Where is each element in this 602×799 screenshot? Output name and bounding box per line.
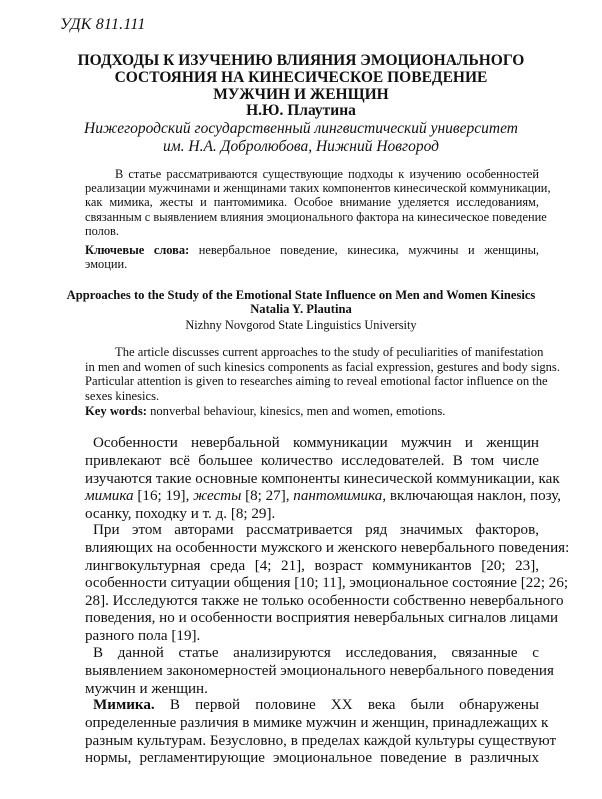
body-line: особенности ситуации общения [10; 11], эмоциональное состояние [22; 26; xyxy=(85,575,569,592)
abstract-line: The article discusses current approaches to the study of peculiarities of manifestation xyxy=(115,345,544,359)
abstract-line: связанным с выявлением влияния эмоционального фактора на кинесическое поведение xyxy=(85,209,547,224)
body-paragraph-1-rest xyxy=(85,453,562,523)
keywords-label: Ключевые слова: xyxy=(85,243,190,257)
title-line: МУЖЧИН И ЖЕНЩИН xyxy=(213,86,389,103)
body-line: изучаются такие основные компоненты кинесической коммуникации, как xyxy=(85,470,560,487)
abstract-line: in men and women of such kinesics components as facial expression, gestures and body signs. xyxy=(85,359,560,374)
body-line: лингвокультурная среда [4; 21], возраст коммуникантов [20; 23], xyxy=(85,557,539,574)
abstract-line: как мимика, жесты и пантомимика. Особое внимание уделяется исследованиям, xyxy=(85,195,539,210)
body-line: выявлением закономерностей эмоционального невербального поведения xyxy=(85,663,554,679)
title-line: СОСТОЯНИЯ НА КИНЕСИЧЕСКОЕ ПОВЕДЕНИЕ xyxy=(114,69,488,86)
keywords-label: Key words: xyxy=(85,404,147,418)
body-line: разного пола [19]. xyxy=(85,627,201,644)
body-line: При этом авторами рассматривается ряд значимых факторов, xyxy=(93,522,539,538)
body-line: Мимика. В первой половине XX века были обнаружены xyxy=(93,697,539,713)
body-paragraph-3-first xyxy=(93,645,539,663)
body-paragraph-2-first xyxy=(93,522,539,540)
term-pantomimika: пантомимика xyxy=(293,488,383,505)
english-affiliation: Nizhny Novgorod State Linguistics University xyxy=(185,318,417,332)
keywords-ru xyxy=(85,243,539,271)
title-line: ПОДХОДЫ К ИЗУЧЕНИЮ ВЛИЯНИЯ ЭМОЦИОНАЛЬНОГО xyxy=(77,52,525,69)
affiliation-line: им. Н.А. Добролюбова, Нижний Новгород xyxy=(163,138,439,155)
article-title xyxy=(60,52,542,103)
keywords-en xyxy=(85,404,539,418)
abstract-ru xyxy=(85,167,551,238)
body-line: мужчин и женщин. xyxy=(85,680,208,697)
udc-code: УДК 811.111 xyxy=(60,16,146,33)
keywords-text: невербальное поведение, кинесика, мужчины и женщины, xyxy=(189,243,539,257)
abstract-line: В статье рассматриваются существующие подходы к изучению особенностей xyxy=(115,167,539,181)
body-line: осанку, походку и т. д. [8; 29]. xyxy=(85,505,276,522)
body-line: 28]. Исследуются также не только особенности собственно невербального xyxy=(85,592,564,609)
body-line: нормы, регламентирующие эмоциональное поведение в различных xyxy=(85,750,539,767)
body-line: определенные различия в мимике мужчин и женщин, принадлежащих к xyxy=(85,715,549,731)
keywords-text: nonverbal behaviour, kinesics, men and women, emotions. xyxy=(146,404,446,418)
abstract-line: Particular attention is given to researches aiming to reveal emotional factor influence on the xyxy=(85,374,548,388)
abstract-line: реализации мужчинами и женщинами таких компонентов кинесической коммуникации, xyxy=(85,181,551,196)
body-line: привлекают всё большее количество исследователей. В том числе xyxy=(85,453,539,469)
english-title: Approaches to the Study of the Emotional State Influence on Men and Women Kinesics xyxy=(66,288,536,302)
body-paragraph-2 xyxy=(85,540,570,646)
term-zhesty: жесты xyxy=(193,488,242,505)
body-paragraph-4-first xyxy=(93,697,539,715)
term-mimika: мимика xyxy=(85,488,134,505)
abstract-line: полов. xyxy=(85,223,119,238)
body-line: Особенности невербальной коммуникации мужчин и женщин xyxy=(93,435,539,451)
affiliation xyxy=(60,120,542,156)
author-name: Н.Ю. Плаутина xyxy=(246,102,356,119)
body-line: влияющих на особенности мужского и женского невербального поведения: xyxy=(85,540,570,556)
keywords-text: эмоции. xyxy=(85,257,128,272)
abstract-en xyxy=(85,345,560,403)
body-line: мимика [16; 19], жесты [8; 27], пантомимика, включающая наклон, позу, xyxy=(85,488,562,505)
affiliation-line: Нижегородский государственный лингвистический университет xyxy=(84,120,518,137)
body-line: поведения, но и особенности восприятия невербальных сигналов лицами xyxy=(85,610,559,627)
body-line: разным культурам. Безусловно, в пределах каждой культуры существуют xyxy=(85,732,557,749)
body-paragraph-4 xyxy=(85,715,557,768)
body-line: В данной статье анализируются исследования, связанные с xyxy=(93,645,539,661)
body-paragraph-3 xyxy=(85,663,554,698)
english-author: Natalia Y. Plautina xyxy=(250,302,352,316)
abstract-line: sexes kinesics. xyxy=(85,388,160,403)
english-title-block xyxy=(60,288,542,316)
section-heading-mimika: Мимика. xyxy=(93,697,155,713)
